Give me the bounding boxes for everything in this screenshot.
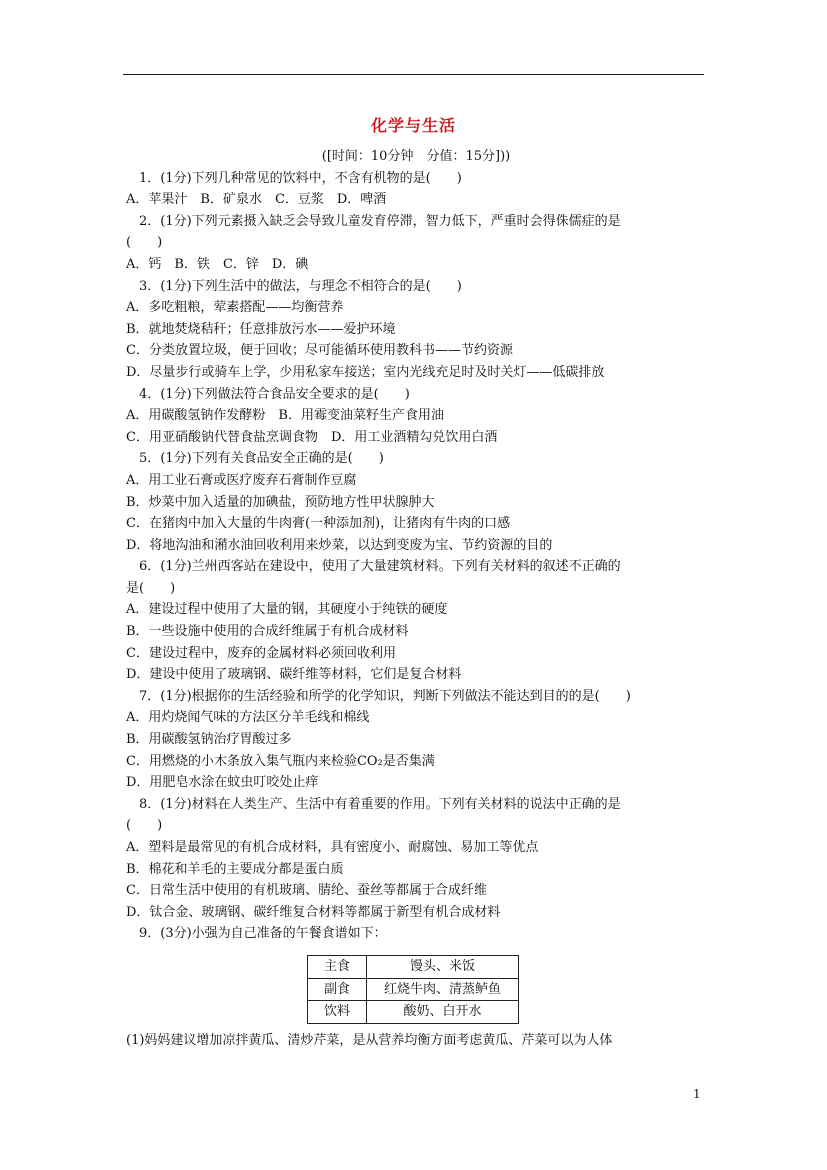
table-row [308, 955, 519, 978]
text-line: B．一些设施中使用的合成纤维属于有机合成材料 [126, 624, 409, 640]
page-title: 化学与生活 [370, 116, 456, 135]
table-cell-value: 酸奶、白开水 [367, 1001, 519, 1024]
table-cell-value: 馒头、米饭 [367, 955, 519, 978]
text-line: D．将地沟油和潲水油回收利用来炒菜，以达到变废为宝、节约资源的目的 [126, 537, 553, 553]
text-line: 2．(1分)下列元素摄入缺乏会导致儿童发育停滞，智力低下，严重时会得侏儒症的是 [126, 213, 621, 229]
document-body [126, 146, 706, 1051]
text-line: B．用碳酸氢钠治疗胃酸过多 [126, 732, 292, 748]
text-line: A．用灼烧闻气味的方法区分羊毛线和棉线 [126, 710, 370, 726]
text-line: B．炒菜中加入适量的加碘盐，预防地方性甲状腺肿大 [126, 494, 435, 510]
text-line: 1．(1分)下列几种常见的饮料中，不含有机物的是( ) [126, 170, 462, 186]
text-line: C．分类放置垃圾，便于回收；尽可能循环使用教科书——节约资源 [126, 343, 513, 359]
text-line: C．日常生活中使用的有机玻璃、腈纶、蚕丝等都属于合成纤维 [126, 883, 487, 899]
table-cell-value: 红烧牛肉、清蒸鲈鱼 [367, 978, 519, 1001]
text-line: D．建设中使用了玻璃钢、碳纤维等材料，它们是复合材料 [126, 667, 462, 683]
text-line: ( ) [126, 818, 163, 834]
text-line: A．用工业石膏或医疗废弃石膏制作豆腐 [126, 472, 357, 488]
text-line: D．用肥皂水涂在蚊虫叮咬处止痒 [126, 775, 319, 791]
table-row [308, 1001, 519, 1024]
table-cell-key: 主食 [308, 955, 367, 978]
text-line: 5．(1分)下列有关食品安全正确的是( ) [126, 451, 384, 467]
table-row [308, 978, 519, 1001]
text-line: 是( ) [126, 580, 176, 596]
text-line: A．用碳酸氢钠作发酵粉 B．用霉变油菜籽生产食用油 [126, 408, 444, 424]
page-number: 1 [693, 1087, 701, 1101]
text-line: 9．(3分)小强为自己准备的午餐食谱如下： [126, 926, 387, 942]
text-line: C．用燃烧的小木条放入集气瓶内来检验CO₂是否集满 [126, 753, 435, 769]
text-line: 3．(1分)下列生活中的做法，与理念不相符合的是( ) [126, 278, 462, 294]
text-line: 7．(1分)根据你的生活经验和所学的化学知识，判断下列做法不能达到目的的是( ) [126, 688, 631, 704]
header-rule [123, 74, 704, 75]
table-cell-key: 饮料 [308, 1001, 367, 1024]
text-line: A．钙 B．铁 C．锌 D．碘 [126, 256, 309, 272]
text-line: D．尽量步行或骑车上学，少用私家车接送；室内光线充足时及时关灯——低碳排放 [126, 364, 605, 380]
text-line: C．建设过程中，废弃的金属材料必须回收利用 [126, 645, 396, 661]
text-line: 6．(1分)兰州西客站在建设中，使用了大量建筑材料。下列有关材料的叙述不正确的 [126, 559, 621, 575]
text-line: A．塑料是最常见的有机合成材料，具有密度小、耐腐蚀、易加工等优点 [126, 840, 539, 855]
text-line: (1)妈妈建议增加凉拌黄瓜、清炒芹菜，是从营养均衡方面考虑黄瓜、芹菜可以为人体 [126, 1032, 613, 1048]
text-line: A．多吃粗粮，荤素搭配——均衡营养 [126, 300, 344, 316]
text-line: B．就地焚烧秸秆；任意排放污水——爱护环境 [126, 321, 396, 337]
text-line: B．棉花和羊毛的主要成分都是蛋白质 [126, 861, 344, 877]
text-line: C．在猪肉中加入大量的牛肉膏(一种添加剂)，让猪肉有牛肉的口感 [126, 516, 511, 532]
text-line: A．建设过程中使用了大量的钢，其硬度小于纯铁的硬度 [126, 602, 448, 618]
text-line: C．用亚硝酸钠代替食盐烹调食物 D．用工业酒精勾兑饮用白酒 [126, 429, 498, 445]
text-line: D．钛合金、玻璃钢、碳纤维复合材料等都属于新型有机合成材料 [126, 904, 501, 920]
text-line: A．苹果汁 B．矿泉水 C．豆浆 D．啤酒 [126, 192, 387, 208]
text-line: 4．(1分)下列做法符合食品安全要求的是( ) [126, 386, 410, 402]
table-cell-key: 副食 [308, 978, 367, 1001]
subtitle: ([时间：10分钟 分值：15分])) [321, 149, 511, 164]
text-line: ( ) [126, 235, 163, 251]
menu-table [307, 955, 519, 1024]
text-line: 8．(1分)材料在人类生产、生活中有着重要的作用。下列有关材料的说法中正确的是 [126, 796, 621, 812]
